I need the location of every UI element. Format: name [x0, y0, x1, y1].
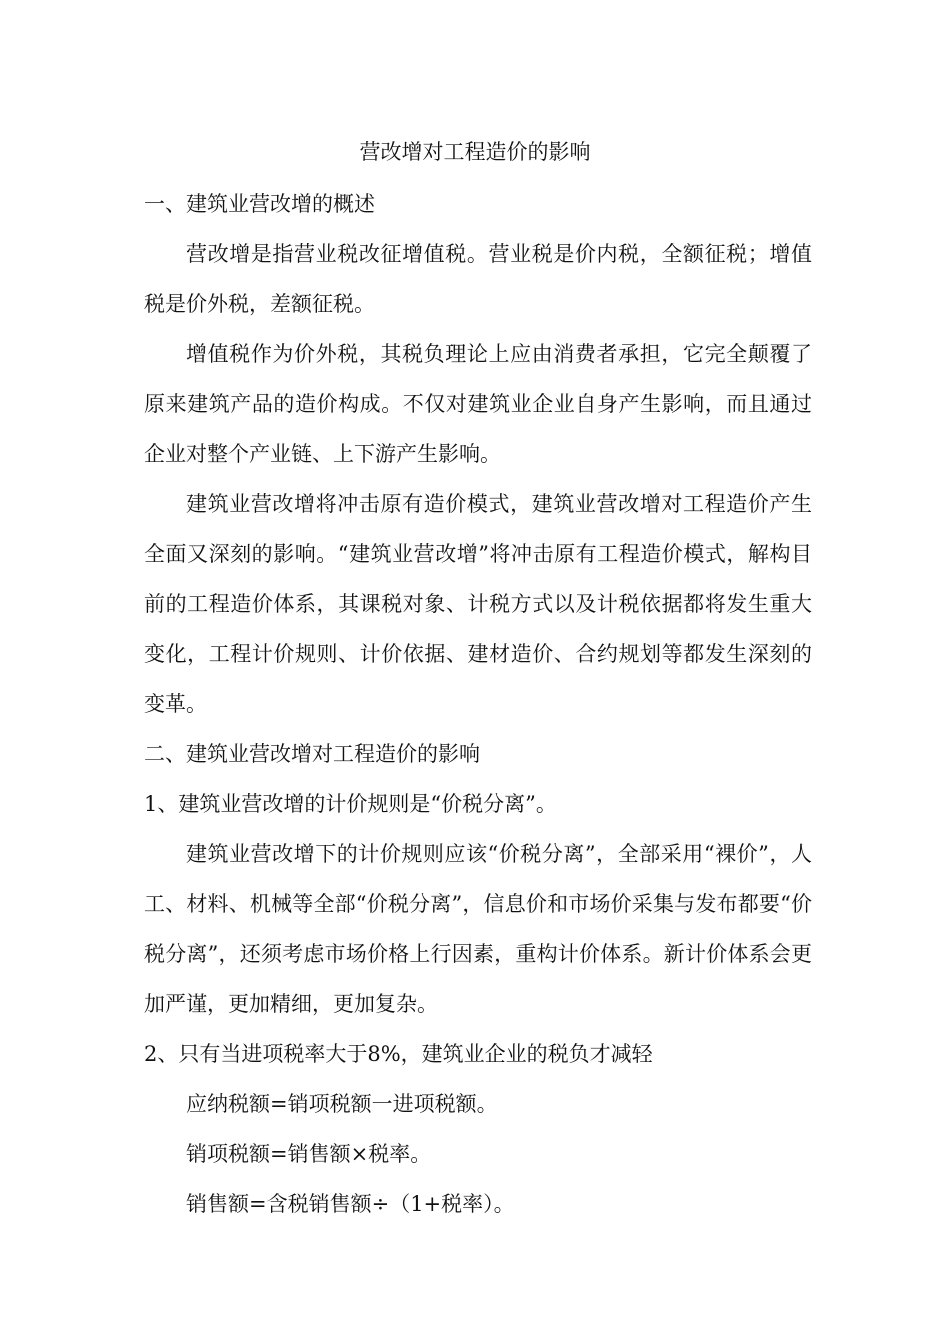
section-1-paragraph-2: 增值税作为价外税，其税负理论上应由消费者承担，它完全颠覆了原来建筑产品的造价构成。不仅对建筑业企业自身产生影响，而且通过企业对整个产业链、上下游产生影响。 — [144, 342, 812, 466]
subsection-2-heading: 2、只有当进项税率大于8%，建筑业企业的税负才减轻 — [144, 1042, 653, 1066]
section-1-heading: 一、建筑业营改增的概述 — [144, 192, 375, 216]
formula-output-tax: 销项税额=销售额×税率。 — [186, 1142, 432, 1166]
section-2-heading: 二、建筑业营改增对工程造价的影响 — [144, 742, 480, 766]
section-1-paragraph-3: 建筑业营改增将冲击原有造价模式，建筑业营改增对工程造价产生全面又深刻的影响。“建筑业营改增”将冲击原有工程造价模式，解构目前的工程造价体系，其课税对象、计税方式以及计税依据都将发生重大变化，工程计价规则、计价依据、建材造价、合约规划等都发生深刻的变革。 — [144, 492, 812, 716]
formula-sales-amount: 销售额=含税销售额÷（1+税率）。 — [186, 1192, 515, 1216]
document-title: 营改增对工程造价的影响 — [359, 140, 591, 164]
formula-tax-payable: 应纳税额=销项税额一进项税额。 — [186, 1092, 498, 1116]
subsection-1-paragraph: 建筑业营改增下的计价规则应该“价税分离”，全部采用“裸价”，人工、材料、机械等全部“价税分离”，信息价和市场价采集与发布都要“价税分离”，还须考虑市场价格上行因素，重构计价体系。新计价体系会更加严谨，更加精细，更加复杂。 — [144, 842, 812, 1016]
section-1-paragraph-1: 营改增是指营业税改征增值税。营业税是价内税，全额征税；增值税是价外税，差额征税。 — [144, 242, 812, 316]
document-body — [144, 179, 812, 1229]
subsection-1-heading: 1、建筑业营改增的计价规则是“价税分离”。 — [144, 792, 557, 816]
